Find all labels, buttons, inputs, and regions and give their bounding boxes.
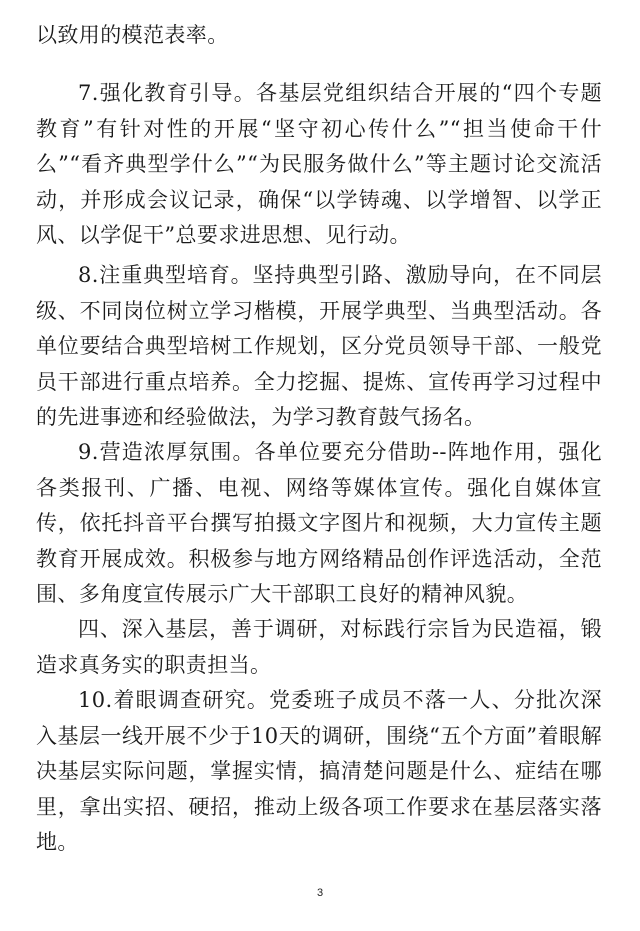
- paragraph-continuation: 以致用的模范表率。: [36, 23, 229, 47]
- paragraph-item-10: 10.着眼调查研究。党委班子成员不落一人、分批次深入基层一线开展不少于10天的调研，围绕“五个方面”着眼解决基层实际问题，掌握实情，搞清楚问题是什么、症结在哪里，拿出实招、硬招，推动上级各项工作要求在基层落实落地。: [36, 688, 602, 854]
- paragraph-item-9: 9.营造浓厚氛围。各单位要充分借助--阵地作用，强化各类报刊、广播、电视、网络等媒体宣传。强化自媒体宣传，依托抖音平台撰写拍摄文字图片和视频，大力宣传主题教育开展成效。积极参与地方网络精品创作评选活动，全范围、多角度宣传展示广大干部职工良好的精神风貌。: [36, 440, 602, 606]
- paragraph-item-7: 7.强化教育引导。各基层党组织结合开展的“四个专题教育”有针对性的开展“坚守初心传什么”“担当使命干什么”“看齐典型学什么”“为民服务做什么”等主题讨论交流活动，并形成会议记录，确保“以学铸魂、以学增智、以学正风、以学促干”总要求进思想、见行动。: [36, 81, 602, 247]
- paragraph-item-8: 8.注重典型培育。坚持典型引路、激励导向，在不同层级、不同岗位树立学习楷模，开展学典型、当典型活动。各单位要结合典型培树工作规划，区分党员领导干部、一般党员干部进行重点培养。全力挖掘、提炼、宣传再学习过程中的先进事迹和经验做法，为学习教育鼓气扬名。: [36, 263, 602, 429]
- section-heading-four: 四、深入基层，善于调研，对标践行宗旨为民造福，锻造求真务实的职责担当。: [36, 617, 602, 677]
- page-number: 3: [316, 887, 324, 899]
